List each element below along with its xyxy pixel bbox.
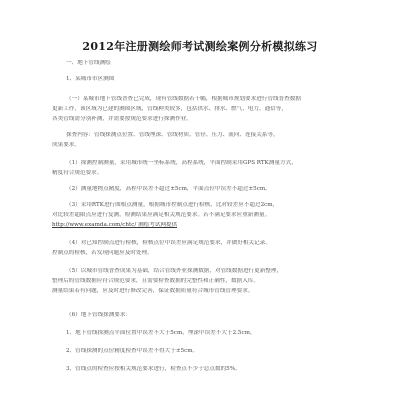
subsection-heading: 1、某城市市区测图	[66, 76, 115, 82]
paragraph-line: 更新工作，该区域为已建的测图区域，管线种类较多，包括供水、排水、燃气、电力、通信等，	[52, 106, 287, 112]
paragraph-line: （4）对已知控制点进行检核，检核点位中误差应满足规范要求，并做好相关记录。	[66, 240, 271, 246]
page-title: 2012年注册测绘师考试测绘案例分析模拟练习	[82, 40, 318, 53]
paragraph-line: 探查内容：管线探测点位置、管线埋深、管线材质、管径、压力、流向、连接关系等，	[66, 132, 279, 138]
section-heading: 一、地下管线测绘	[66, 60, 111, 66]
list-item: 1、地下管线探测点平面位置中误差不大于5cm，埋深中误差不大于2.5cm。	[66, 330, 256, 336]
paragraph-line: 整理后的管线数据应符合规范要求，且需要检查数据的完整性和正确性，数据入库。	[52, 278, 259, 284]
paragraph-line: 控制点的检核，若发现问题应及时处理。	[52, 250, 153, 256]
source-link[interactable]: http://www.examda.com/chtc/ 测绘考试网提供	[52, 222, 178, 228]
paragraph-line: 各类管线需分别补测，并需要按规范要求进行探测作业。	[52, 116, 192, 122]
paragraph-line: （6）地下管线探测要求：	[66, 312, 132, 318]
paragraph-line: （1）探测控制测量，采用城市统一坐标系统，高程系统，平面控制采用GPS RTK测量方式，	[66, 160, 297, 166]
paragraph-line: 对比较差超限点应进行复测，检测结果应满足相关规范要求。若不满足要求应重新测量。	[52, 212, 271, 218]
paragraph-line: （5）以城市管线普查成果为基础，结合管线外业探测数据，对管线数据进行更新整理，	[66, 268, 283, 274]
paragraph-line: （3）采用RTK进行图根点测量，根据城市控制点进行检核，比对较差应不超过2cm，	[66, 202, 279, 208]
paragraph-line: 精度符合规范要求。	[52, 170, 103, 176]
list-item: 3、管线点的检查应按相关规范要求进行，检查点不少于总点数的5%。	[66, 366, 241, 372]
paragraph-line: （一）某城市地下管线普查已完成，现有管线数据若干幅，根据城市规划要求进行管线普查数据	[66, 96, 301, 102]
list-item: 2、管线探测的点位精度检查中误差不得大于±5cm。	[66, 348, 199, 354]
paragraph-line: 成果要求。	[52, 142, 80, 148]
paragraph-line: （2）测量地物点精度，高程中误差不超过±5cm，平面点位中误差不超过±5cm。	[66, 186, 271, 192]
paragraph-line: 测量结果若有问题，应及时进行修改完善，保证数据质量符合城市管线管理要求。	[52, 288, 254, 294]
